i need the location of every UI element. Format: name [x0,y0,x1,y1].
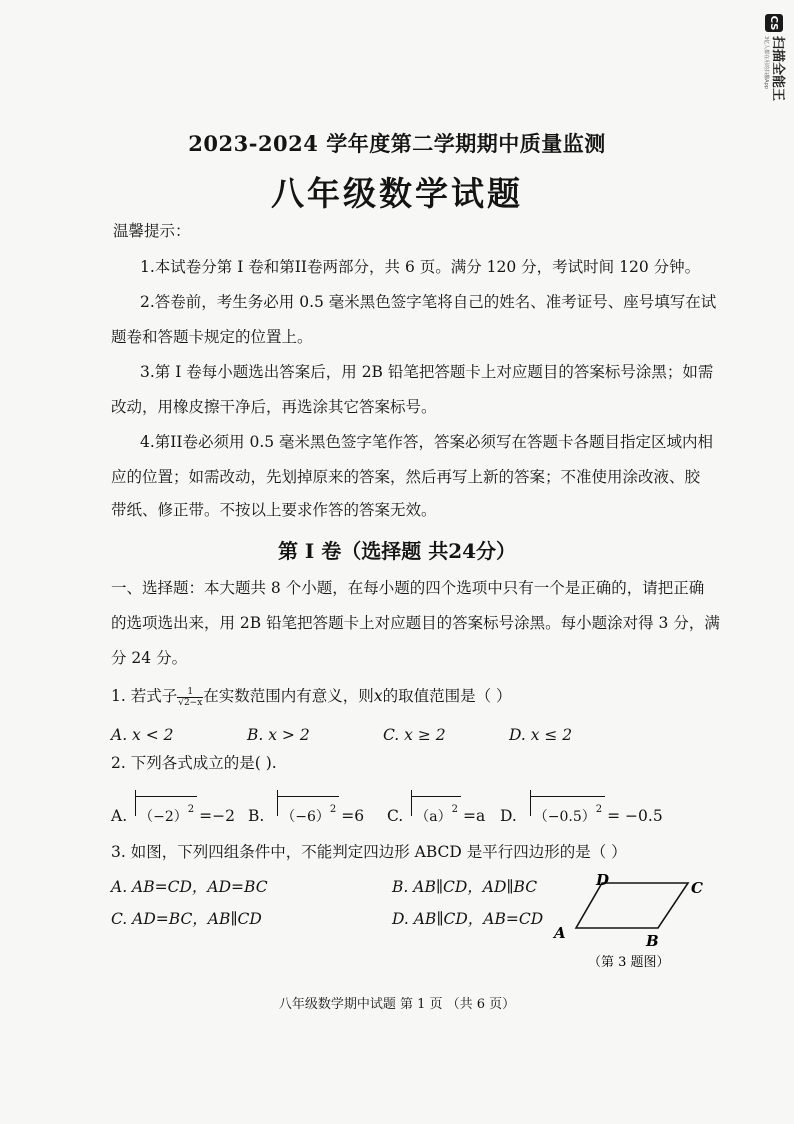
section-title: 第 I 卷（选择题 共24分） [277,539,517,563]
q2-b-radical: $(-6)^2$ [269,796,339,827]
q3-option-d: D. AB∥CD，AB=CD [392,910,544,928]
notice-item-4-line3: 带纸、修正带。不按以上要求作答的答案无效。 [111,501,437,519]
q1-option-b: B. x > 2 [247,726,310,744]
question-2-stem: 2. 下列各式成立的是( ). [111,754,277,772]
q1-fraction: $\frac{1}{√2-x}$ [178,686,203,708]
question-1-stem: 1. 若式子 $\frac{1}{√2-x}$ 在实数范围内有意义，则x的取值范围是（ ） [111,686,512,708]
notice-item-3-line2: 改动，用橡皮擦干净后，再选涂其它答案标号。 [111,398,437,416]
figure-caption: （第 3 题图） [588,955,670,970]
watermark-tagline: 3亿人都在用的扫描App [763,36,770,89]
q2-option-b: B. $(-6)^2 =6$ [248,796,364,827]
vertex-label-b: B [646,932,659,950]
q3-parallelogram-figure [548,868,718,978]
notice-item-4-line2: 应的位置；如需改动，先划掉原来的答案，然后再写上新的答案；不准使用涂改液、胶 [111,468,701,486]
notice-item-4-line1: 4.第II卷必须用 0.5 毫米黑色签字笔作答，答案必须写在答题卡各题目指定区域内相 [140,433,714,451]
notice-label: 温馨提示： [113,222,191,240]
notice-item-3-line1: 3.第 I 卷每小题选出答案后，用 2B 铅笔把答题卡上对应题目的答案标号涂黑；如需 [140,363,714,381]
section-intro-line2: 的选项选出来，用 2B 铅笔把答题卡上对应题目的答案标号涂黑。每小题涂对得 3 分，满 [111,614,720,632]
q2-d-radical: $(-0.5)^2$ [522,796,605,827]
q3-option-b: B. AB∥CD，AD∥BC [392,878,538,896]
section-intro-line1: 一、选择题：本大题共 8 个小题，在每小题的四个选项中只有一个是正确的，请把正确 [111,579,705,597]
camscanner-logo-icon: CS [765,14,783,32]
q3-option-a: A. AB=CD，AD=BC [111,878,268,896]
vertex-label-c: C [691,879,703,897]
q3-option-c: C. AD=BC，AB∥CD [111,910,262,928]
watermark-name: 扫描全能王 3亿人都在用的扫描App [763,36,786,102]
question-3-stem: 3. 如图，下列四组条件中，不能判定四边形 ABCD 是平行四边形的是（ ） [111,843,627,861]
notice-item-2-line1: 2.答卷前，考生务必用 0.5 毫米黑色签字笔将自己的姓名、准考证号、座号填写在试 [140,293,717,311]
exam-title-line2: 八年级数学试题 [271,174,523,213]
q1-option-a: A. x < 2 [111,726,174,744]
vertex-label-a: A [554,924,566,942]
q1-option-d: D. x ≤ 2 [509,726,573,744]
exam-title-line1: 2023-2024 学年度第二学期期中质量监测 [188,131,606,156]
q2-c-radical: $(a)^2$ [403,796,461,827]
notice-item-2-line2: 题卷和答题卡规定的位置上。 [111,328,313,346]
q2-option-d: D. $(-0.5)^2 = -0.5$ [500,796,663,827]
page-footer: 八年级数学期中试题 第 1 页 （共 6 页） [278,997,516,1012]
vertex-label-d: D [596,871,610,889]
scanner-watermark [758,14,790,122]
q2-a-radical: $(-2)^2$ [127,796,197,827]
section-intro-line3: 分 24 分。 [111,649,188,667]
notice-item-1: 1.本试卷分第 I 卷和第II卷两部分，共 6 页。满分 120 分，考试时间 120 分钟。 [140,258,701,276]
parallelogram-shape [576,883,688,928]
q1-option-c: C. x ≥ 2 [383,726,446,744]
q2-option-c: C. $(a)^2 =a$ [387,796,485,827]
q2-option-a: A. $(-2)^2 =-2$ [111,796,235,827]
